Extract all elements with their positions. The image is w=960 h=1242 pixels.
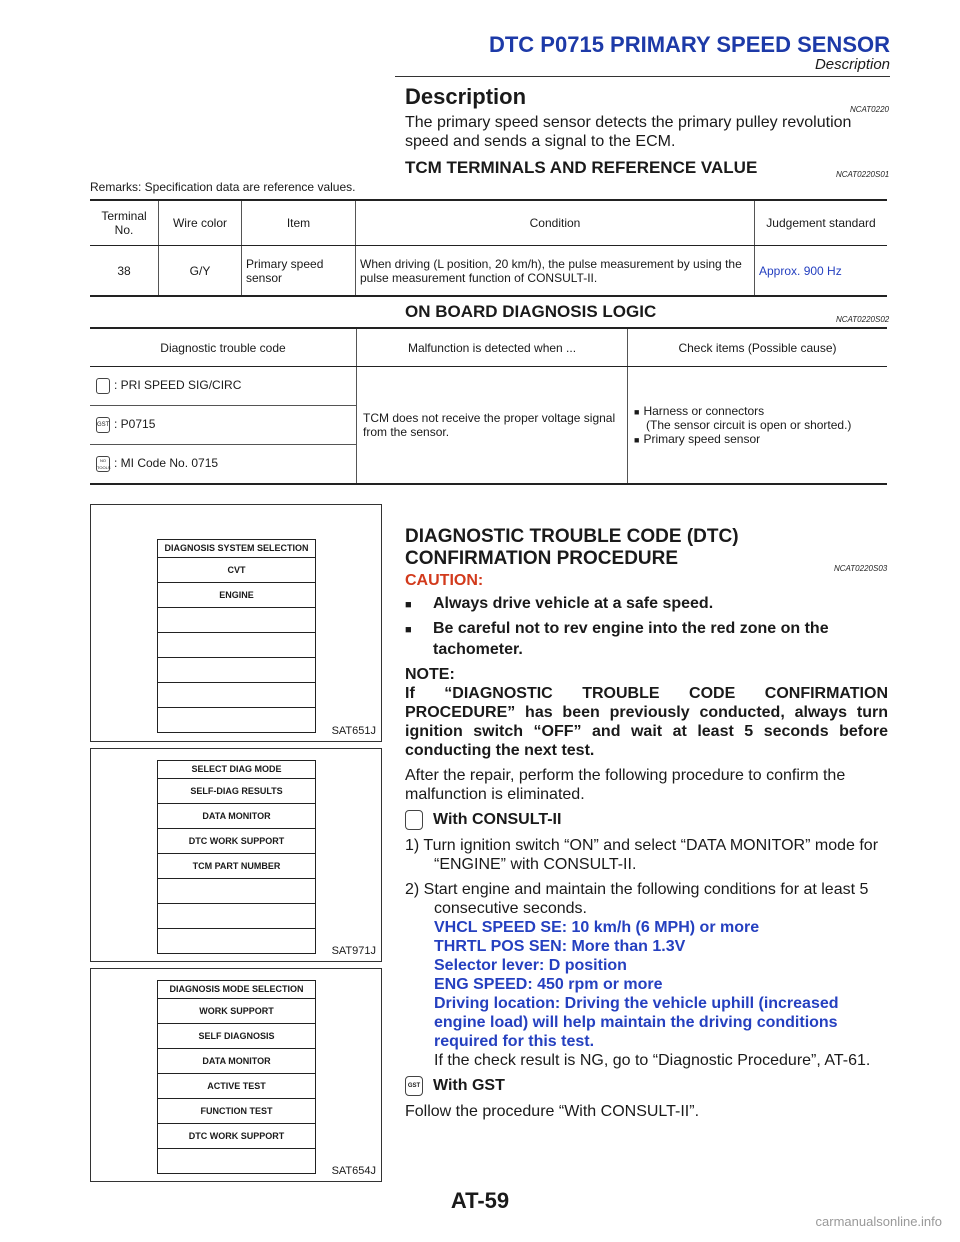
page-header-title: DTC P0715 PRIMARY SPEED SENSOR <box>488 32 890 57</box>
cell-item: Primary speed sensor <box>242 246 356 297</box>
screen-item: DATA MONITOR <box>158 804 315 829</box>
screen-title: DIAGNOSIS MODE SELECTION <box>158 981 315 999</box>
tcm-section-title: TCM TERMINALS AND REFERENCE VALUE <box>405 158 758 177</box>
screen-item: SELF-DIAG RESULTS <box>158 779 315 804</box>
with-consult-heading: With CONSULT-II <box>405 810 888 830</box>
table-header-row <box>90 328 887 367</box>
cell-dtc-gst <box>90 406 357 445</box>
screen-item <box>158 1149 315 1173</box>
after-repair-text: After the repair, perform the following procedure to confirm the malfunction is eliminated. <box>405 767 846 803</box>
screen-item <box>158 683 315 708</box>
dtc-section-code: NCAT0220S03 <box>834 564 888 573</box>
col-dtc: Diagnostic trouble code <box>90 328 357 367</box>
screen-title: DIAGNOSIS SYSTEM SELECTION <box>158 540 315 558</box>
table-row <box>90 367 887 406</box>
cell-check-items <box>628 367 888 485</box>
figure-id: SAT651J <box>331 725 376 737</box>
screen-item <box>158 708 315 732</box>
caution-item: ■ Be careful not to rev engine into the red zone on the tachometer. <box>405 620 829 658</box>
caution-label: CAUTION: <box>405 572 484 589</box>
bullet-icon: ■ <box>405 624 412 636</box>
consult-screen <box>157 980 316 1174</box>
section-code: NCAT0220 <box>850 105 889 114</box>
col-wire-color: Wire color <box>159 200 242 246</box>
condition-item: VHCL SPEED SE: 10 km/h (6 MPH) or more <box>434 919 760 936</box>
screen-item <box>158 658 315 683</box>
col-malfunction: Malfunction is detected when ... <box>357 328 628 367</box>
screen-item: TCM PART NUMBER <box>158 854 315 879</box>
screen-item: CVT <box>158 558 315 583</box>
consult-icon <box>405 810 423 830</box>
figure-sat654j <box>90 968 382 1182</box>
dtc-text: : P0715 <box>114 417 156 432</box>
screen-item <box>158 929 315 953</box>
screen-item: SELF DIAGNOSIS <box>158 1024 315 1049</box>
col-check-items: Check items (Possible cause) <box>628 328 888 367</box>
condition-item: Selector lever: D position <box>434 957 627 974</box>
cell-judgement: Approx. 900 Hz <box>755 246 888 297</box>
condition-item: Driving location: Driving the vehicle uphill (increased engine load) will help maintain the driving conditions required for this test. <box>434 995 839 1050</box>
consult-screen <box>157 760 316 954</box>
gst-icon: GST <box>96 417 110 433</box>
cell-dtc-mi <box>90 445 357 485</box>
col-condition: Condition <box>356 200 755 246</box>
condition-item: ENG SPEED: 450 rpm or more <box>434 976 663 993</box>
tcm-section-code: NCAT0220S01 <box>836 170 890 179</box>
tcm-remarks: Remarks: Specification data are reference values. <box>90 180 356 194</box>
note-text: If “DIAGNOSTIC TROUBLE CODE CONFIRMATION PROCEDURE” has been previously conducted, always turn ignition switch “OFF” and wait at least 5 seconds before conducting the next test. <box>405 685 888 759</box>
list-item: ■ Harness or connectors <box>634 404 765 418</box>
figure-id: SAT654J <box>331 1165 376 1177</box>
screen-item <box>158 904 315 929</box>
condition-item: THRTL POS SEN: More than 1.3V <box>434 938 686 955</box>
screen-item: DTC WORK SUPPORT <box>158 1124 315 1149</box>
step-1: 1) Turn ignition switch “ON” and select “DATA MONITOR” mode for “ENGINE” with CONSULT-II. <box>405 837 879 873</box>
screen-item: ENGINE <box>158 583 315 608</box>
screen-item <box>158 879 315 904</box>
cell-malfunction: TCM does not receive the proper voltage signal from the sensor. <box>357 367 628 485</box>
dtc-text: : PRI SPEED SIG/CIRC <box>114 378 242 393</box>
with-gst-heading: GST With GST <box>405 1076 888 1096</box>
screen-title: SELECT DIAG MODE <box>158 761 315 779</box>
page-number: AT-59 <box>450 1188 510 1213</box>
dtc-text: : MI Code No. 0715 <box>114 456 219 471</box>
screen-item: FUNCTION TEST <box>158 1099 315 1124</box>
cell-terminal: 38 <box>117 263 131 278</box>
ng-text: If the check result is NG, go to “Diagnostic Procedure”, AT-61. <box>434 1052 871 1069</box>
header-divider <box>395 76 890 77</box>
section-title-description: Description <box>405 84 527 109</box>
screen-item: DATA MONITOR <box>158 1049 315 1074</box>
screen-item: ACTIVE TEST <box>158 1074 315 1099</box>
cell-dtc-consult <box>90 367 357 406</box>
table-header-row <box>90 200 887 246</box>
cell-wire: G/Y <box>159 246 242 297</box>
consult-icon <box>96 378 110 394</box>
figure-id: SAT971J <box>331 945 376 957</box>
screen-item: WORK SUPPORT <box>158 999 315 1024</box>
list-item: ■ Primary speed sensor <box>634 432 761 446</box>
list-item: (The sensor circuit is open or shorted.) <box>646 418 852 432</box>
screen-item <box>158 633 315 658</box>
page-header-subtitle: Description <box>814 56 890 73</box>
watermark: carmanualsonline.info <box>815 1214 942 1229</box>
col-terminal: Terminal No. <box>90 200 159 246</box>
bullet-icon: ■ <box>405 599 412 611</box>
dtc-section-title: DIAGNOSTIC TROUBLE CODE (DTC) CONFIRMATION PROCEDURE <box>405 526 739 569</box>
consult-screen <box>157 539 316 733</box>
note-label: NOTE: <box>405 666 455 683</box>
dtc-body <box>405 571 888 1121</box>
figure-sat651j <box>90 504 382 742</box>
screen-item: DTC WORK SUPPORT <box>158 829 315 854</box>
screen-item <box>158 608 315 633</box>
obd-section-title: ON BOARD DIAGNOSIS LOGIC <box>405 302 657 321</box>
obd-logic-table <box>90 327 887 485</box>
description-text: The primary speed sensor detects the primary pulley revolution speed and sends a signal to the ECM. <box>405 114 852 150</box>
cell-condition: When driving (L position, 20 km/h), the pulse measurement by using the pulse measurement function of CONSULT-II. <box>356 246 755 297</box>
tcm-reference-table <box>90 199 887 297</box>
gst-text: Follow the procedure “With CONSULT-II”. <box>405 1103 700 1120</box>
no-tools-icon: NO TOOLS <box>97 458 111 470</box>
bullet-icon: ■ <box>634 407 640 417</box>
table-row <box>90 246 887 297</box>
figure-sat971j <box>90 748 382 962</box>
caution-item: ■ Always drive vehicle at a safe speed. <box>405 594 888 615</box>
gst-icon: GST <box>405 1076 423 1096</box>
bullet-icon: ■ <box>634 435 640 445</box>
col-judgement: Judgement standard <box>755 200 888 246</box>
step-2: 2) Start engine and maintain the following conditions for at least 5 consecutive seconds. <box>405 881 869 917</box>
obd-section-code: NCAT0220S02 <box>836 315 890 324</box>
col-item: Item <box>242 200 356 246</box>
